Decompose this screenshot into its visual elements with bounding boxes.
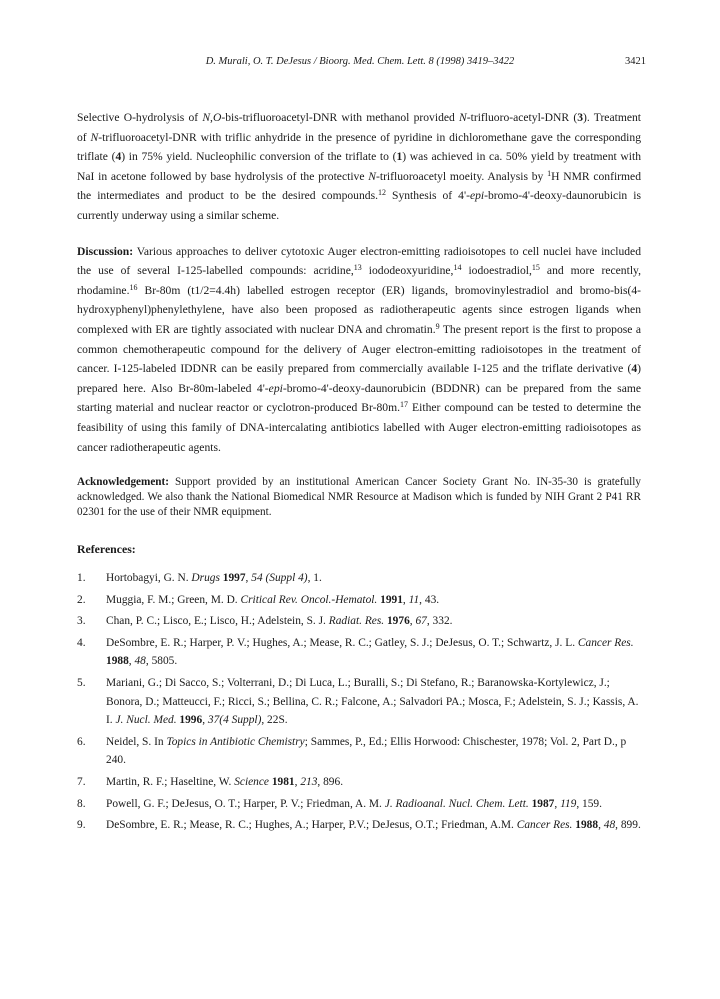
reference-item: 7. Martin, R. F.; Haseltine, W. Science 1981, 213, 896. — [77, 773, 641, 792]
page-number: 3421 — [625, 56, 646, 67]
reference-number: 3. — [77, 615, 86, 628]
running-header — [0, 56, 720, 72]
acknowledgement-paragraph: Acknowledgement: Support provided by an institutional American Cancer Society Grant No. IN-35-30 is gratefully acknowledged. We also thank the National Biomedical NMR Resource at Madison which is funded by NIH Grant 2 P41 RR 02301 for the use of their NMR equipment. — [77, 476, 641, 519]
reference-item: 2. Muggia, F. M.; Green, M. D. Critical Rev. Oncol.-Hematol. 1991, 11, 43. — [77, 591, 641, 610]
acknowledgement-heading: Acknowledgement: — [77, 476, 169, 489]
reference-item: 4. DeSombre, E. R.; Harper, P. V.; Hughes, A.; Mease, R. C.; Gatley, S. J.; DeJesus, O. T.; Schwartz, J. L. Cancer Res. 1988, 48, 5805. — [77, 634, 641, 671]
discussion-heading: Discussion: — [77, 244, 134, 258]
reference-number: 8. — [77, 797, 86, 810]
references-heading: References: — [77, 542, 136, 557]
reference-number: 5. — [77, 677, 86, 690]
reference-number: 7. — [77, 776, 86, 789]
reference-item: 8. Powell, G. F.; DeJesus, O. T.; Harper, P. V.; Friedman, A. M. J. Radioanal. Nucl. Chem. Lett. 1987, 119, 159. — [77, 795, 641, 814]
article-body — [77, 108, 641, 838]
reference-number: 2. — [77, 593, 86, 606]
reference-item: 3. Chan, P. C.; Lisco, E.; Lisco, H.; Adelstein, S. J. Radiat. Res. 1976, 67, 332. — [77, 612, 641, 631]
reference-list — [77, 569, 641, 835]
discussion-paragraph: Discussion: Various approaches to deliver cytotoxic Auger electron-emitting radioisotopes to cell nuclei have included the use of several I-125-labelled compounds: acridine,$^{13}$ iododeoxyuridine,$^{14}$ iodoestradiol,$^{15}$ and more recently, rhodamine.$^{16}$ Br-80m (t1/2=4.4h) labelled estrogen receptor (ER) ligands, bromovinylestradiol and bromo-bis(4-hydroxyphenyl)phenylethylene, have also been proposed as radiotherapeutic agents since estrogen ligands when complexed with ER are tightly associated with nuclear DNA and chromatin.$^9$ The present report is the first to propose a common chemotherapeutic compound for the delivery of Auger electron-emitting radioisotopes in the treatment of cancer. I-125-labeled IDDNR can be easily prepared from commercially available I-125 and the triflate derivative (4) prepared here. Also Br-80m-labeled 4'-epi-bromo-4'-deoxy-daunorubicin (BDDNR) can be prepared from the same starting material and nuclear reactor or cyclotron-produced Br-80m.$^{17}$ Either compound can be tested to determine the feasibility of using this family of DNA-intercalating antibiotics labelled with Auger electron-emitting radioisotopes as cancer radiotherapeutic agents. — [77, 244, 642, 454]
reference-item: 9. DeSombre, E. R.; Mease, R. C.; Hughes, A.; Harper, P.V.; DeJesus, O.T.; Friedman, A.M. Cancer Res. 1988, 48, 899. — [77, 816, 641, 835]
running-title: D. Murali, O. T. DeJesus / Bioorg. Med. Chem. Lett. 8 (1998) 3419–3422 — [205, 56, 515, 67]
reference-item: 1. Hortobagyi, G. N. Drugs 1997, 54 (Suppl 4), 1. — [77, 569, 641, 588]
synthesis-paragraph: Selective O-hydrolysis of N,O-bis-trifluoroacetyl-DNR with methanol provided N-trifluoro-acetyl-DNR (3). Treatment of N-trifluoroacetyl-DNR with triflic anhydride in the presence of pyridine in dichloromethane gave the corresponding triflate (4) in 75% yield. Nucleophilic conversion of the triflate to (1) was achieved in ca. 50% yield by treatment with NaI in acetone followed by base hydrolysis of the protective N-trifluoroacetyl moeity. Analysis by $^1$H NMR confirmed the intermediates and product to be the desired compounds.$^{12}$ Synthesis of 4'-epi-bromo-4'-deoxy-daunorubicin is currently underway using a similar scheme. — [77, 111, 642, 222]
reference-number: 9. — [77, 819, 86, 832]
reference-item: 6. Neidel, S. In Topics in Antibiotic Chemistry; Sammes, P., Ed.; Ellis Horwood: Chischester, 1978; Vol. 2, Part D., p 240. — [77, 733, 641, 770]
reference-number: 1. — [77, 572, 86, 585]
reference-number: 6. — [77, 735, 86, 748]
reference-item: 5. Mariani, G.; Di Sacco, S.; Volterrani, D.; Di Luca, L.; Buralli, S.; Di Stefano, R.; Baranowska-Kortylewicz, J.; Bonora, D.; Matteucci, F.; Ricci, S.; Bellina, C. R.; Falcone, A.; Salvadori PA.; Mosca, F.; Adelstein, S. J.; Kassis, A. I. J. Nucl. Med. 1996, 37(4 Suppl), 22S. — [77, 674, 641, 730]
reference-number: 4. — [77, 636, 86, 649]
